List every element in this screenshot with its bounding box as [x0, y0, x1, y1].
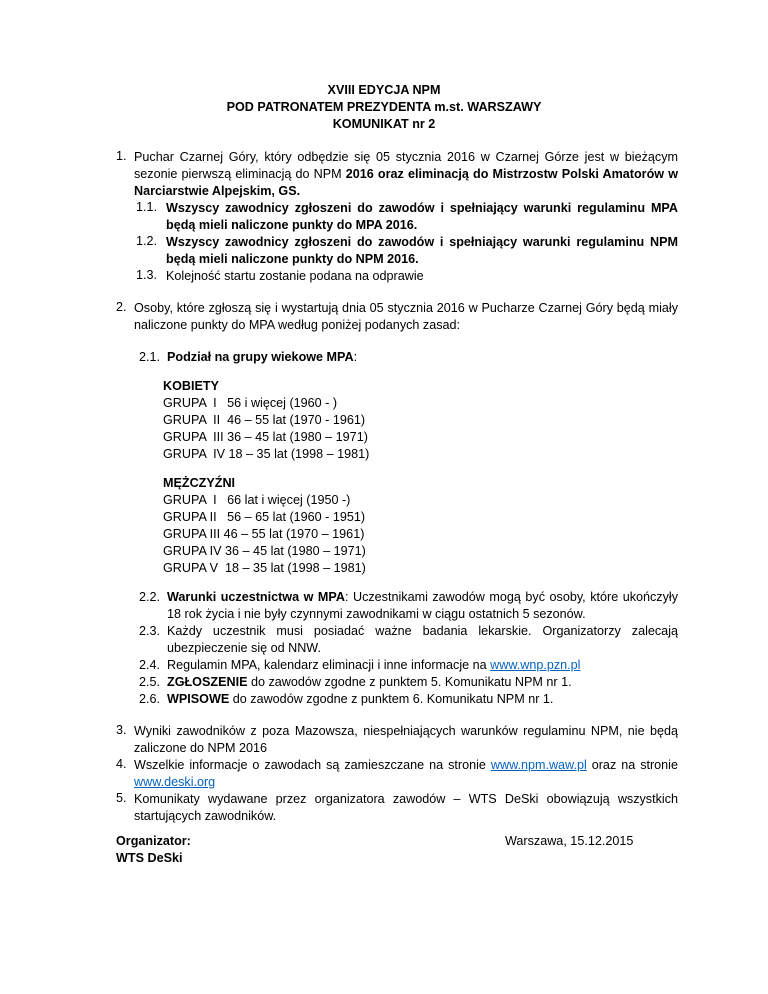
item-2-3-number: 2.3.	[139, 624, 161, 638]
item-2-6-bold: WPISOWE	[167, 692, 230, 706]
item-2-5-bold: ZGŁOSZENIE	[167, 675, 248, 689]
women-group-row: GRUPA IV 18 – 35 lat (1998 – 1981)	[163, 447, 370, 461]
men-group-row: GRUPA I 66 lat i więcej (1950 -)	[163, 493, 351, 507]
item-3-number: 3.	[116, 723, 127, 737]
wnp-link[interactable]: www.wnp.pzn.pl	[490, 658, 581, 672]
item-2-5-rest: do zawodów zgodne z punktem 5. Komunikatu NPM nr 1.	[247, 675, 572, 689]
item-1-number: 1.	[116, 149, 127, 163]
women-title: KOBIETY	[163, 379, 219, 393]
item-5-text: Komunikaty wydawane przez organizatora zawodów – WTS DeSki obowiązują wszystkich startujących zawodników.	[134, 792, 678, 823]
men-group-row: GRUPA IV 36 – 45 lat (1980 – 1971)	[163, 544, 366, 558]
men-group-row: GRUPA V 18 – 35 lat (1998 – 1981)	[163, 561, 366, 575]
item-2-1-rest: :	[353, 350, 358, 364]
item-2-2-rest: : Uczestnikami zawodów mogą być osoby, które ukończyły 18 rok życia i nie były czynnymi zawodnikami w ciągu ostatnich 5 sezonów.	[167, 590, 678, 621]
men-title: MĘŻCZYŹNI	[163, 476, 236, 490]
npm-link[interactable]: www.npm.waw.pl	[490, 758, 587, 772]
item-2-number: 2.	[116, 300, 127, 314]
item-2-1-bold: Podział na grupy wiekowe MPA	[167, 350, 354, 364]
title-line-3: KOMUNIKAT nr 2	[332, 117, 436, 131]
item-1-2-text: Wszyscy zawodnicy zgłoszeni do zawodów i spełniający warunki regulaminu NPM będą mieli naliczone punkty do NPM 2016.	[166, 235, 678, 266]
item-2-2-text	[167, 589, 678, 623]
organizer-name: WTS DeSki	[116, 851, 183, 865]
item-2-2-number: 2.2.	[139, 590, 161, 604]
item-1-3-text: Kolejność startu zostanie podana na odprawie	[166, 269, 424, 283]
item-2-5-number: 2.5.	[139, 675, 161, 689]
item-2-6-text	[167, 691, 678, 708]
item-3-text: Wyniki zawodników z poza Mazowsza, niespełniających warunków regulaminu NPM, nie będą zaliczone do NPM 2016	[134, 724, 678, 755]
item-2-4-number: 2.4.	[139, 658, 161, 672]
item-2-4-text	[167, 657, 678, 674]
women-group-row: GRUPA III 36 – 45 lat (1980 – 1971)	[163, 430, 368, 444]
item-2-1-text	[167, 349, 678, 366]
item-1-1-text: Wszyscy zawodnicy zgłoszeni do zawodów i spełniający warunki regulaminu MPA będą mieli naliczone punkty do MPA 2016.	[166, 201, 678, 232]
item-2-6-number: 2.6.	[139, 692, 161, 706]
item-1-text	[134, 149, 678, 200]
item-2-4-body: Regulamin MPA, kalendarz eliminacji i inne informacje na	[167, 658, 491, 672]
item-4-text-a: Wszelkie informacje o zawodach są zamieszczane na stronie	[134, 758, 491, 772]
item-2-1-number: 2.1.	[139, 350, 161, 364]
item-2-5-text	[167, 674, 678, 691]
item-4-number: 4.	[116, 757, 127, 771]
women-group-row: GRUPA I 56 i więcej (1960 - )	[163, 396, 338, 410]
item-4-text	[134, 757, 678, 791]
item-1-text-b: 2016 oraz eliminacją do Mistrzostw Polski Amatorów w Narciarstwie Alpejskim, GS.	[134, 167, 679, 198]
item-2-6-rest: do zawodów zgodne z punktem 6. Komunikatu NPM nr 1.	[229, 692, 554, 706]
item-2-3-text: Każdy uczestnik musi posiadać ważne badania lekarskie. Organizatorzy zalecają ubezpieczenie się od NNW.	[167, 624, 678, 655]
deski-link[interactable]: www.deski.org	[134, 775, 216, 789]
item-1-text-a: Puchar Czarnej Góry, który odbędzie się 05 stycznia 2016 w Czarnej Górze jest w bieżącym sezonie pierwszą eliminacją do NPM	[134, 150, 678, 181]
item-1-2-number: 1.2.	[136, 234, 158, 248]
men-group-row: GRUPA II 56 – 65 lat (1960 - 1951)	[163, 510, 366, 524]
item-1-1-number: 1.1.	[136, 200, 158, 214]
item-2-text: Osoby, które zgłoszą się i wystartują dnia 05 stycznia 2016 w Pucharze Czarnej Góry będą miały naliczone punkty do MPA według poniżej podanych zasad:	[134, 301, 678, 332]
item-2-2-bold: Warunki uczestnictwa w MPA	[167, 590, 345, 604]
organizer-label: Organizator:	[116, 834, 191, 848]
title-line-1: XVIII EDYCJA NPM	[327, 83, 441, 97]
item-1-3-number: 1.3.	[136, 268, 158, 282]
place-date: Warszawa, 15.12.2015	[505, 834, 634, 848]
item-5-number: 5.	[116, 791, 127, 805]
men-group-row: GRUPA III 46 – 55 lat (1970 – 1961)	[163, 527, 365, 541]
women-group-row: GRUPA II 46 – 55 lat (1970 - 1961)	[163, 413, 366, 427]
title-line-2: POD PATRONATEM PREZYDENTA m.st. WARSZAWY	[226, 100, 542, 114]
item-4-text-b: oraz na stronie	[586, 758, 678, 772]
